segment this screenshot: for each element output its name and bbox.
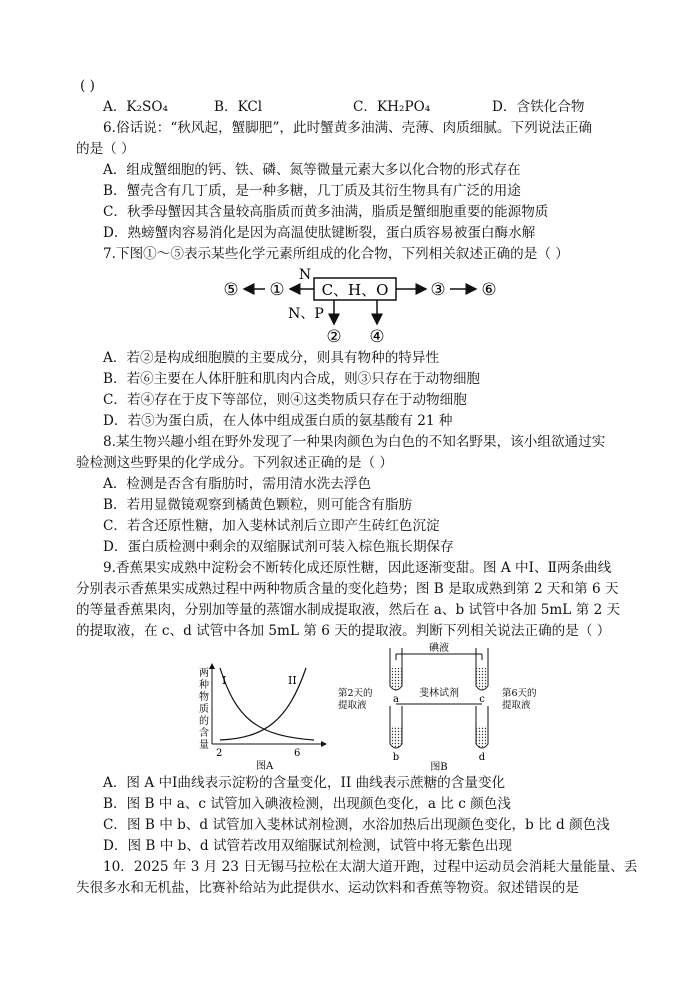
curve-one	[220, 668, 314, 740]
figure-a-caption: 图A	[256, 761, 274, 770]
q6-stem-line2: 的是（ ）	[76, 141, 135, 157]
curve-one-label: I	[222, 674, 227, 687]
q7-option-b: B．若⑥主要在人体肝脏和肌肉内合成，则③只存在于动物细胞	[103, 371, 481, 387]
node-3: ③	[430, 280, 446, 300]
q5-option-d: D．含铁化合物	[492, 99, 585, 115]
figure-a-curves	[196, 648, 336, 770]
node-5: ⑤	[223, 280, 239, 300]
day2-label-line2: 提取液	[338, 700, 367, 711]
svg-text:的: 的	[199, 716, 209, 727]
q6-stem-line1: 6.俗话说：“秋风起，蟹脚肥”，此时蟹黄多油满、壳薄、肉质细腻。下列说法正确	[103, 120, 593, 136]
q9-stem-line4: 的提取液，在 c、d 试管中各加 5mL 第 6 天的提取液。判断下列相关说法正确的是（ ）	[76, 623, 611, 639]
q7-stem: 7.下图①～⑤表示某些化学元素所组成的化合物，下列相关叙述正确的是（ ）	[103, 246, 569, 262]
q8-option-a: A．检测是否含有脂肪时，需用清水洗去浮色	[103, 476, 372, 492]
tube-b	[390, 706, 402, 763]
label-n: N	[298, 267, 312, 283]
q9-stem-line2: 分别表示香蕉果实成熟过程中两种物质含量的变化趋势；图 B 是取成熟到第 2 天和第 6 天	[76, 581, 619, 597]
svg-text:量: 量	[199, 740, 209, 751]
svg-text:c: c	[479, 694, 485, 705]
figure-a-y-label	[199, 667, 209, 751]
q5-option-b: B．KCl	[214, 99, 263, 115]
q8-option-b: B．若用显微镜观察到橘黄色颗粒，则可能含有脂肪	[103, 497, 413, 513]
node-1: ①	[269, 280, 285, 300]
q8-stem-line2: 验检测这些野果的化学成分。下列叙述正确的是（ ）	[76, 455, 393, 471]
svg-text:质: 质	[199, 704, 209, 715]
q6-option-c: C．秋季母蟹因其含量较高脂质而黄多油满，脂质是蟹细胞重要的能源物质	[103, 204, 549, 220]
figure-b-caption: 图B	[430, 762, 448, 772]
svg-text:物: 物	[199, 692, 209, 703]
label-np: N、P	[288, 306, 324, 322]
svg-text:b: b	[392, 752, 400, 763]
svg-text:d: d	[478, 752, 486, 763]
tube-d	[476, 706, 488, 763]
q9-option-a: A．图 A 中Ⅰ曲线表示淀粉的含量变化，II 曲线表示蔗糖的含量变化	[103, 775, 506, 791]
q5-answer-bracket: ( )	[80, 78, 95, 94]
q9-stem-line3: 的等量香蕉果肉，分别加等量的蒸馏水制成提取液，然后在 a、b 试管中各加 5mL 第 2 天	[76, 602, 621, 618]
day6-label-line1: 第6天的	[502, 688, 537, 699]
q7-option-c: C．若④存在于皮下等部位，则④这类物质只存在于动物细胞	[103, 392, 467, 408]
day2-label-line1: 第2天的	[338, 688, 373, 699]
figure-b-test-tubes	[334, 640, 544, 772]
q6-option-b: B．蟹壳含有几丁质，是一种多糖，几丁质及其衍生物具有广泛的用途	[103, 183, 521, 199]
q8-option-c: C．若含还原性糖，加入斐林试剂后立即产生砖红色沉淀	[103, 518, 440, 534]
q9-option-c: C．图 B 中 b、d 试管加入斐林试剂检测，水浴加热后出现颜色变化，b 比 d 颜色浅	[103, 817, 610, 833]
q6-option-a: A．组成蟹细胞的钙、铁、磷、氮等微量元素大多以化合物的形式存在	[103, 162, 521, 178]
node-2: ②	[326, 327, 342, 346]
q5-option-a: A．K₂SO₄	[103, 99, 168, 115]
q7-compound-diagram	[210, 266, 510, 346]
svg-text:种: 种	[199, 680, 209, 691]
svg-text:含: 含	[199, 728, 209, 739]
q7-option-d: D．若⑤为蛋白质，在人体中组成蛋白质的氨基酸有 21 种	[103, 413, 453, 429]
svg-text:a: a	[393, 694, 399, 705]
day6-label-line2: 提取液	[502, 700, 531, 711]
q10-stem-line1: 10．2025 年 3 月 23 日无锡马拉松在太湖大道开跑，过程中运动员会消耗大量能量、丢	[103, 859, 638, 875]
q9-option-b: B．图 B 中 a、c 试管加入碘液检测，出现颜色变化，a 比 c 颜色浅	[103, 796, 511, 812]
curve-two-label: II	[288, 674, 297, 687]
q5-option-c: C．KH₂PO₄	[353, 99, 431, 115]
svg-text:两: 两	[199, 668, 209, 679]
node-6: ⑥	[481, 280, 497, 300]
center-elements-label: C、H、O	[321, 281, 389, 299]
q8-stem-line1: 8.某生物兴趣小组在野外发现了一种果肉颜色为白色的不知名野果，该小组欲通过实	[103, 434, 606, 450]
q9-stem-line1: 9.香蕉果实成熟中淀粉会不断转化成还原性糖，因此逐渐变甜。图 A 中Ⅰ、Ⅱ两条曲线	[103, 560, 612, 576]
x-tick-2: 2	[216, 748, 223, 759]
iodine-label: 碘液	[429, 643, 449, 654]
node-4: ④	[369, 327, 385, 346]
q7-option-a: A．若②是构成细胞膜的主要成分，则具有物种的特异性	[103, 350, 440, 366]
q9-option-d: D．图 B 中 b、d 试管若改用双缩脲试剂检测，试管中将无紫色出现	[103, 838, 513, 854]
x-tick-6: 6	[294, 748, 301, 759]
q10-stem-line2: 失很多水和无机盐，比赛补给站为此提供水、运动饮料和香蕉等物资。叙述错误的是	[76, 880, 579, 896]
q6-option-d: D．熟螃蟹肉容易消化是因为高温使肽键断裂，蛋白质容易被蛋白酶水解	[103, 225, 536, 241]
q8-option-d: D．蛋白质检测中剩余的双缩脲试剂可装入棕色瓶长期保存	[103, 539, 454, 555]
fehling-label: 斐林试剂	[419, 688, 459, 699]
